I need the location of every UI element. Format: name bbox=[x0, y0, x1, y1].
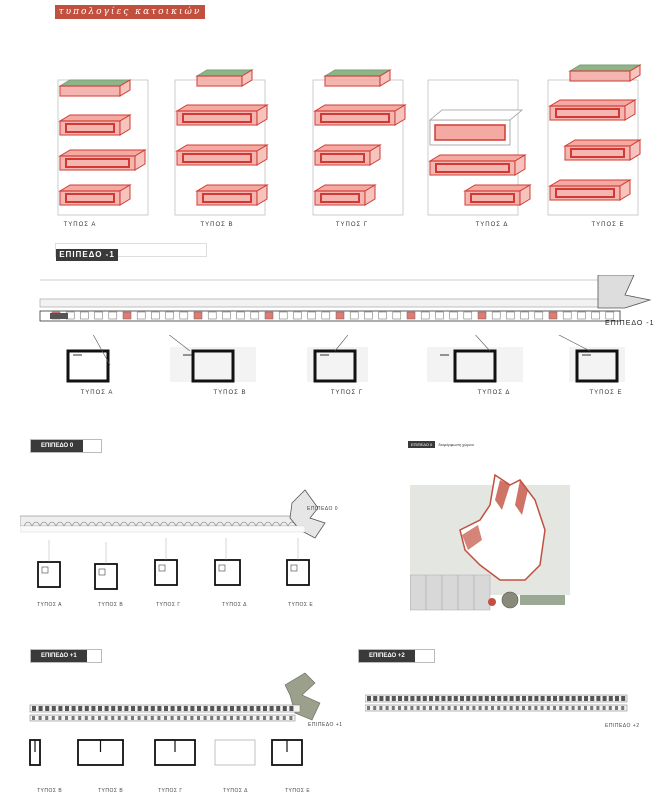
l1-unit-low bbox=[223, 716, 226, 720]
l1-strip-bottom bbox=[30, 715, 295, 721]
l1-unit-low bbox=[58, 716, 61, 720]
l0-plan-room bbox=[159, 565, 165, 571]
site-plan-drawing bbox=[410, 460, 570, 620]
l1-unit bbox=[190, 706, 194, 711]
strip-unit bbox=[293, 312, 301, 319]
level-minus1-heading-text: ΕΠΙΠΕΔΟ -1 bbox=[56, 249, 118, 261]
l2-unit-low bbox=[547, 706, 550, 710]
strip-start-block bbox=[50, 313, 68, 319]
l1-unit-low bbox=[210, 716, 213, 720]
site-lower-blocks bbox=[410, 575, 490, 610]
l2-unit-low bbox=[491, 706, 494, 710]
l2-unit-low bbox=[454, 706, 457, 710]
page-title: τυπολογίες κατοικιών bbox=[55, 5, 205, 19]
l2-unit-low bbox=[417, 706, 420, 710]
l2-unit-low bbox=[404, 706, 407, 710]
l2-unit bbox=[466, 696, 470, 701]
l2-unit bbox=[603, 696, 607, 701]
l2-unit-low bbox=[510, 706, 513, 710]
l1-unit-low bbox=[124, 716, 127, 720]
l0-type-b: ΤΥΠΟΣ Β bbox=[98, 602, 124, 608]
strip-unit bbox=[393, 312, 401, 319]
l2-unit-low bbox=[584, 706, 587, 710]
l1-unit bbox=[283, 706, 287, 711]
level-plus1-drawing bbox=[20, 665, 340, 795]
l2-unit bbox=[516, 696, 520, 701]
slab-1-2-top bbox=[60, 115, 130, 121]
strip-unit bbox=[95, 312, 103, 319]
l2-unit bbox=[460, 696, 464, 701]
l2-unit-low bbox=[429, 706, 432, 710]
strip-unit bbox=[194, 312, 202, 319]
l1-unit bbox=[91, 706, 95, 711]
l1-unit bbox=[98, 706, 102, 711]
level-0-strip-label: ΕΠΙΠΕΔΟ 0 bbox=[307, 506, 339, 512]
l1-unit-low bbox=[144, 716, 147, 720]
l2-unit bbox=[590, 696, 594, 701]
strip-unit bbox=[336, 312, 344, 319]
l1-unit-low bbox=[91, 716, 94, 720]
l2-unit-low bbox=[423, 706, 426, 710]
l2-unit bbox=[423, 696, 427, 701]
l1-unit-low bbox=[197, 716, 200, 720]
l2-unit-low bbox=[448, 706, 451, 710]
l1-unit-low bbox=[85, 716, 88, 720]
l2-unit bbox=[553, 696, 557, 701]
l1-unit bbox=[65, 706, 69, 711]
l2-unit-low bbox=[373, 706, 376, 710]
plan-type-b-label: ΤΥΠΟΣ Β bbox=[213, 390, 247, 396]
strip-unit bbox=[478, 312, 486, 319]
l1-unit bbox=[124, 706, 128, 711]
l2-unit-low bbox=[603, 706, 606, 710]
level-minus1-strip bbox=[30, 275, 665, 335]
l2-unit bbox=[386, 696, 390, 701]
type-b-label: ΤΥΠΟΣ Β bbox=[200, 222, 234, 228]
strip-unit bbox=[251, 312, 259, 319]
type-e-label: ΤΥΠΟΣ Ε bbox=[591, 222, 625, 228]
l2-unit bbox=[541, 696, 545, 701]
strip-unit bbox=[606, 312, 614, 319]
l1-unit bbox=[197, 706, 201, 711]
l1-unit bbox=[223, 706, 227, 711]
axonometric-type-3 bbox=[313, 70, 405, 215]
l1-unit bbox=[151, 706, 155, 711]
l2-unit-low bbox=[441, 706, 444, 710]
site-plan-heading-text: ΕΠΙΠΕΔΟ 0 bbox=[408, 441, 435, 448]
l2-unit-low bbox=[379, 706, 382, 710]
l1-unit-low bbox=[138, 716, 141, 720]
strip-unit bbox=[421, 312, 429, 319]
l1-unit bbox=[289, 706, 293, 711]
l1-plan-empty bbox=[215, 740, 255, 765]
l1-type-c: ΤΥΠΟΣ Γ bbox=[158, 788, 183, 794]
l2-unit bbox=[448, 696, 452, 701]
strip-unit bbox=[137, 312, 145, 319]
l1-unit bbox=[184, 706, 188, 711]
l1-unit bbox=[72, 706, 76, 711]
l1-unit bbox=[52, 706, 56, 711]
l2-unit bbox=[373, 696, 377, 701]
slab-3-1-top bbox=[325, 70, 390, 76]
plan-type-a-label: ΤΥΠΟΣ Α bbox=[80, 390, 114, 396]
l1-unit-low bbox=[276, 716, 279, 720]
strip-unit bbox=[592, 312, 600, 319]
l0-plan-room bbox=[291, 565, 297, 571]
slab-3-1-front bbox=[325, 76, 380, 86]
strip-unit bbox=[364, 312, 372, 319]
plan-type-e-label: ΤΥΠΟΣ Ε bbox=[589, 390, 623, 396]
l1-unit-low bbox=[289, 716, 292, 720]
site-green-strip bbox=[520, 595, 565, 605]
l1-unit bbox=[138, 706, 142, 711]
axonometric-type-1 bbox=[58, 80, 148, 215]
l2-unit bbox=[441, 696, 445, 701]
slab-1-1-top bbox=[60, 80, 130, 86]
l1-unit-low bbox=[78, 716, 81, 720]
level-plus1-heading bbox=[30, 649, 102, 663]
l1-unit bbox=[32, 706, 36, 711]
site-plan-subtitle: διαμόρφωση χώρου bbox=[438, 442, 474, 447]
strip-unit bbox=[180, 312, 188, 319]
l2-unit bbox=[615, 696, 619, 701]
l2-unit bbox=[417, 696, 421, 701]
l2-unit-low bbox=[553, 706, 556, 710]
l1-unit bbox=[164, 706, 168, 711]
l1-unit-low bbox=[157, 716, 160, 720]
l1-unit-low bbox=[177, 716, 180, 720]
l1-type-e: ΤΥΠΟΣ Ε bbox=[285, 788, 311, 794]
l1-unit bbox=[263, 706, 267, 711]
l2-unit-low bbox=[479, 706, 482, 710]
l2-unit-low bbox=[615, 706, 618, 710]
l1-unit bbox=[45, 706, 49, 711]
l1-unit bbox=[276, 706, 280, 711]
l0-path bbox=[20, 526, 305, 532]
strip-unit bbox=[265, 312, 273, 319]
l2-unit bbox=[596, 696, 600, 701]
l2-unit bbox=[522, 696, 526, 701]
l1-unit-low bbox=[52, 716, 55, 720]
slab-2-1-front bbox=[197, 76, 242, 86]
l0-plan-walls bbox=[95, 564, 117, 589]
l0-type-a: ΤΥΠΟΣ Α bbox=[37, 602, 62, 608]
l2-unit bbox=[565, 696, 569, 701]
l2-unit-low bbox=[565, 706, 568, 710]
l2-unit-low bbox=[398, 706, 401, 710]
l2-unit-low bbox=[466, 706, 469, 710]
l2-unit-low bbox=[590, 706, 593, 710]
strip-unit bbox=[322, 312, 330, 319]
strip-unit bbox=[407, 312, 415, 319]
slab-1-4-top bbox=[60, 185, 130, 191]
l1-unit bbox=[85, 706, 89, 711]
strip-unit bbox=[208, 312, 216, 319]
l2-unit-low bbox=[516, 706, 519, 710]
l1-unit-low bbox=[164, 716, 167, 720]
ghost-floor bbox=[435, 125, 505, 140]
l2-unit-low bbox=[460, 706, 463, 710]
slab-5-3-top bbox=[565, 140, 640, 146]
l1-unit bbox=[256, 706, 260, 711]
l2-unit-low bbox=[497, 706, 500, 710]
l1-unit-low bbox=[32, 716, 35, 720]
level-plus1-strip-label: ΕΠΙΠΕΔΟ +1 bbox=[308, 722, 343, 728]
slab-1-1-front bbox=[60, 86, 120, 96]
l1-unit-low bbox=[250, 716, 253, 720]
l1-unit bbox=[217, 706, 221, 711]
site-plan-heading bbox=[408, 442, 474, 450]
strip-unit bbox=[222, 312, 230, 319]
l2-unit bbox=[609, 696, 613, 701]
l1-unit bbox=[237, 706, 241, 711]
l1-type-b-2: ΤΥΠΟΣ Β bbox=[98, 788, 124, 794]
l2-unit-low bbox=[503, 706, 506, 710]
slab-5-2-top bbox=[550, 100, 635, 106]
strip-unit bbox=[577, 312, 585, 319]
l2-unit-low bbox=[609, 706, 612, 710]
strip-unit bbox=[492, 312, 500, 319]
l0-plan-room bbox=[219, 565, 225, 571]
l1-unit bbox=[270, 706, 274, 711]
slab-4-3-top bbox=[465, 185, 530, 191]
l1-unit bbox=[171, 706, 175, 711]
l2-unit-low bbox=[534, 706, 537, 710]
l2-unit-low bbox=[485, 706, 488, 710]
l1-unit bbox=[157, 706, 161, 711]
l1-type-d: ΤΥΠΟΣ Δ bbox=[223, 788, 248, 794]
level-0-drawing bbox=[20, 478, 340, 608]
l2-unit bbox=[547, 696, 551, 701]
l2-unit-low bbox=[596, 706, 599, 710]
slab-3-3-top bbox=[315, 145, 380, 151]
l1-unit-low bbox=[283, 716, 286, 720]
l1-unit bbox=[131, 706, 135, 711]
l2-unit bbox=[491, 696, 495, 701]
slab-2-3-top bbox=[177, 145, 267, 151]
l1-unit-low bbox=[217, 716, 220, 720]
l0-plan-walls bbox=[215, 560, 240, 585]
l2-unit-low bbox=[522, 706, 525, 710]
l1-unit bbox=[118, 706, 122, 711]
level-0-heading-text: ΕΠΙΠΕΔΟ 0 bbox=[31, 440, 83, 452]
l2-unit-low bbox=[435, 706, 438, 710]
l1-unit bbox=[111, 706, 115, 711]
l1-type-b-1: ΤΥΠΟΣ Β bbox=[37, 788, 63, 794]
l1-unit bbox=[243, 706, 247, 711]
axonometric-type-2 bbox=[175, 70, 267, 215]
strip-unit bbox=[151, 312, 159, 319]
level-minus1-plans bbox=[0, 335, 665, 395]
l2-unit-low bbox=[578, 706, 581, 710]
l2-unit bbox=[472, 696, 476, 701]
l2-unit-low bbox=[410, 706, 413, 710]
l1-unit-low bbox=[105, 716, 108, 720]
l1-unit-low bbox=[237, 716, 240, 720]
slab-2-2-top bbox=[177, 105, 267, 111]
l1-unit-low bbox=[39, 716, 42, 720]
l2-unit bbox=[392, 696, 396, 701]
l2-unit-low bbox=[367, 706, 370, 710]
l1-unit-low bbox=[65, 716, 68, 720]
strip-unit bbox=[506, 312, 514, 319]
l2-unit-low bbox=[572, 706, 575, 710]
type-a-label: ΤΥΠΟΣ Α bbox=[63, 222, 97, 228]
l1-unit-low bbox=[230, 716, 233, 720]
l1-unit-low bbox=[151, 716, 154, 720]
l2-unit bbox=[503, 696, 507, 701]
l2-unit-low bbox=[472, 706, 475, 710]
l2-unit bbox=[621, 696, 625, 701]
slab-3-2-top bbox=[315, 105, 405, 111]
slab-5-1-front bbox=[570, 71, 630, 81]
l1-unit-low bbox=[263, 716, 266, 720]
ghost-top bbox=[430, 110, 522, 120]
l2-unit bbox=[485, 696, 489, 701]
l1-unit bbox=[177, 706, 181, 711]
strip-unit bbox=[435, 312, 443, 319]
l0-plan-walls bbox=[287, 560, 309, 585]
type-d-label: ΤΥΠΟΣ Δ bbox=[475, 222, 509, 228]
slab-4-2-top bbox=[430, 155, 525, 161]
l2-unit bbox=[404, 696, 408, 701]
l0-type-e: ΤΥΠΟΣ Ε bbox=[288, 602, 314, 608]
l1-unit bbox=[204, 706, 208, 711]
level-0-heading bbox=[30, 439, 102, 453]
l1-unit-low bbox=[45, 716, 48, 720]
l2-unit-low bbox=[621, 706, 624, 710]
strip-unit bbox=[308, 312, 316, 319]
l1-unit bbox=[230, 706, 234, 711]
slab-5-1-top bbox=[570, 65, 640, 71]
slab-1-3-top bbox=[60, 150, 145, 156]
axonometric-diagrams bbox=[0, 60, 665, 225]
l0-plan-room bbox=[42, 567, 48, 573]
l2-unit bbox=[572, 696, 576, 701]
level-plus2-heading bbox=[358, 649, 435, 663]
l2-unit bbox=[410, 696, 414, 701]
l1-unit bbox=[250, 706, 254, 711]
l1-unit-low bbox=[270, 716, 273, 720]
axonometric-type-4 bbox=[428, 80, 530, 215]
strip-corridor bbox=[40, 299, 610, 307]
strip-unit bbox=[350, 312, 358, 319]
strip-unit bbox=[80, 312, 88, 319]
l2-unit bbox=[435, 696, 439, 701]
l2-unit-low bbox=[541, 706, 544, 710]
l2-unit bbox=[429, 696, 433, 701]
l2-unit bbox=[584, 696, 588, 701]
strip-unit bbox=[563, 312, 571, 319]
site-plaza bbox=[502, 592, 518, 608]
l1-unit-low bbox=[184, 716, 187, 720]
strip-unit bbox=[535, 312, 543, 319]
l2-unit-low bbox=[528, 706, 531, 710]
level-plus2-heading-text: ΕΠΙΠΕΔΟ +2 bbox=[359, 650, 415, 662]
level-plus2-strip bbox=[365, 690, 635, 720]
axonometric-type-5 bbox=[548, 65, 640, 215]
l1-unit bbox=[78, 706, 82, 711]
l0-plan-room bbox=[99, 569, 105, 575]
slab-2-4-top bbox=[197, 185, 267, 191]
l0-type-c: ΤΥΠΟΣ Γ bbox=[156, 602, 181, 608]
l1-unit-low bbox=[98, 716, 101, 720]
l1-unit bbox=[39, 706, 43, 711]
l1-unit bbox=[105, 706, 109, 711]
strip-unit bbox=[521, 312, 529, 319]
l1-unit-low bbox=[171, 716, 174, 720]
l2-unit bbox=[398, 696, 402, 701]
strip-unit bbox=[109, 312, 117, 319]
l2-unit-low bbox=[559, 706, 562, 710]
l1-unit-low bbox=[131, 716, 134, 720]
l0-plan-walls bbox=[38, 562, 60, 587]
l2-unit bbox=[510, 696, 514, 701]
strip-unit bbox=[549, 312, 557, 319]
l1-unit-low bbox=[256, 716, 259, 720]
strip-unit bbox=[450, 312, 458, 319]
l2-unit bbox=[534, 696, 538, 701]
l2-unit bbox=[497, 696, 501, 701]
l1-unit-low bbox=[111, 716, 114, 720]
l1-end-building bbox=[285, 673, 320, 720]
strip-end-building bbox=[598, 275, 650, 308]
l2-unit-low bbox=[386, 706, 389, 710]
l1-unit-low bbox=[118, 716, 121, 720]
l2-unit bbox=[578, 696, 582, 701]
l0-type-d: ΤΥΠΟΣ Δ bbox=[222, 602, 247, 608]
strip-unit bbox=[237, 312, 245, 319]
l1-unit-low bbox=[204, 716, 207, 720]
level-plus1-heading-text: ΕΠΙΠΕΔΟ +1 bbox=[31, 650, 87, 662]
l1-unit-low bbox=[190, 716, 193, 720]
type-c-label: ΤΥΠΟΣ Γ bbox=[335, 222, 369, 228]
l1-unit-low bbox=[72, 716, 75, 720]
strip-unit bbox=[279, 312, 287, 319]
strip-unit bbox=[379, 312, 387, 319]
l2-unit bbox=[528, 696, 532, 701]
l2-unit-low bbox=[392, 706, 395, 710]
l1-unit bbox=[58, 706, 62, 711]
plan-type-d-label: ΤΥΠΟΣ Δ bbox=[477, 390, 511, 396]
l1-unit bbox=[144, 706, 148, 711]
strip-unit bbox=[123, 312, 131, 319]
l2-unit bbox=[367, 696, 371, 701]
l2-unit bbox=[379, 696, 383, 701]
strip-unit bbox=[464, 312, 472, 319]
level-minus1-strip-label: ΕΠΙΠΕΔΟ -1 bbox=[605, 320, 655, 327]
l1-unit bbox=[210, 706, 214, 711]
plan-type-c-label: ΤΥΠΟΣ Γ bbox=[330, 390, 364, 396]
slab-5-4-top bbox=[550, 180, 630, 186]
l2-unit bbox=[479, 696, 483, 701]
level-minus1-heading bbox=[55, 243, 207, 257]
l1-unit-low bbox=[243, 716, 246, 720]
level-plus2-strip-label: ΕΠΙΠΕΔΟ +2 bbox=[605, 723, 640, 729]
l2-unit bbox=[559, 696, 563, 701]
l2-unit bbox=[454, 696, 458, 701]
strip-unit bbox=[166, 312, 174, 319]
l0-plan-walls bbox=[155, 560, 177, 585]
site-marker bbox=[488, 598, 496, 606]
